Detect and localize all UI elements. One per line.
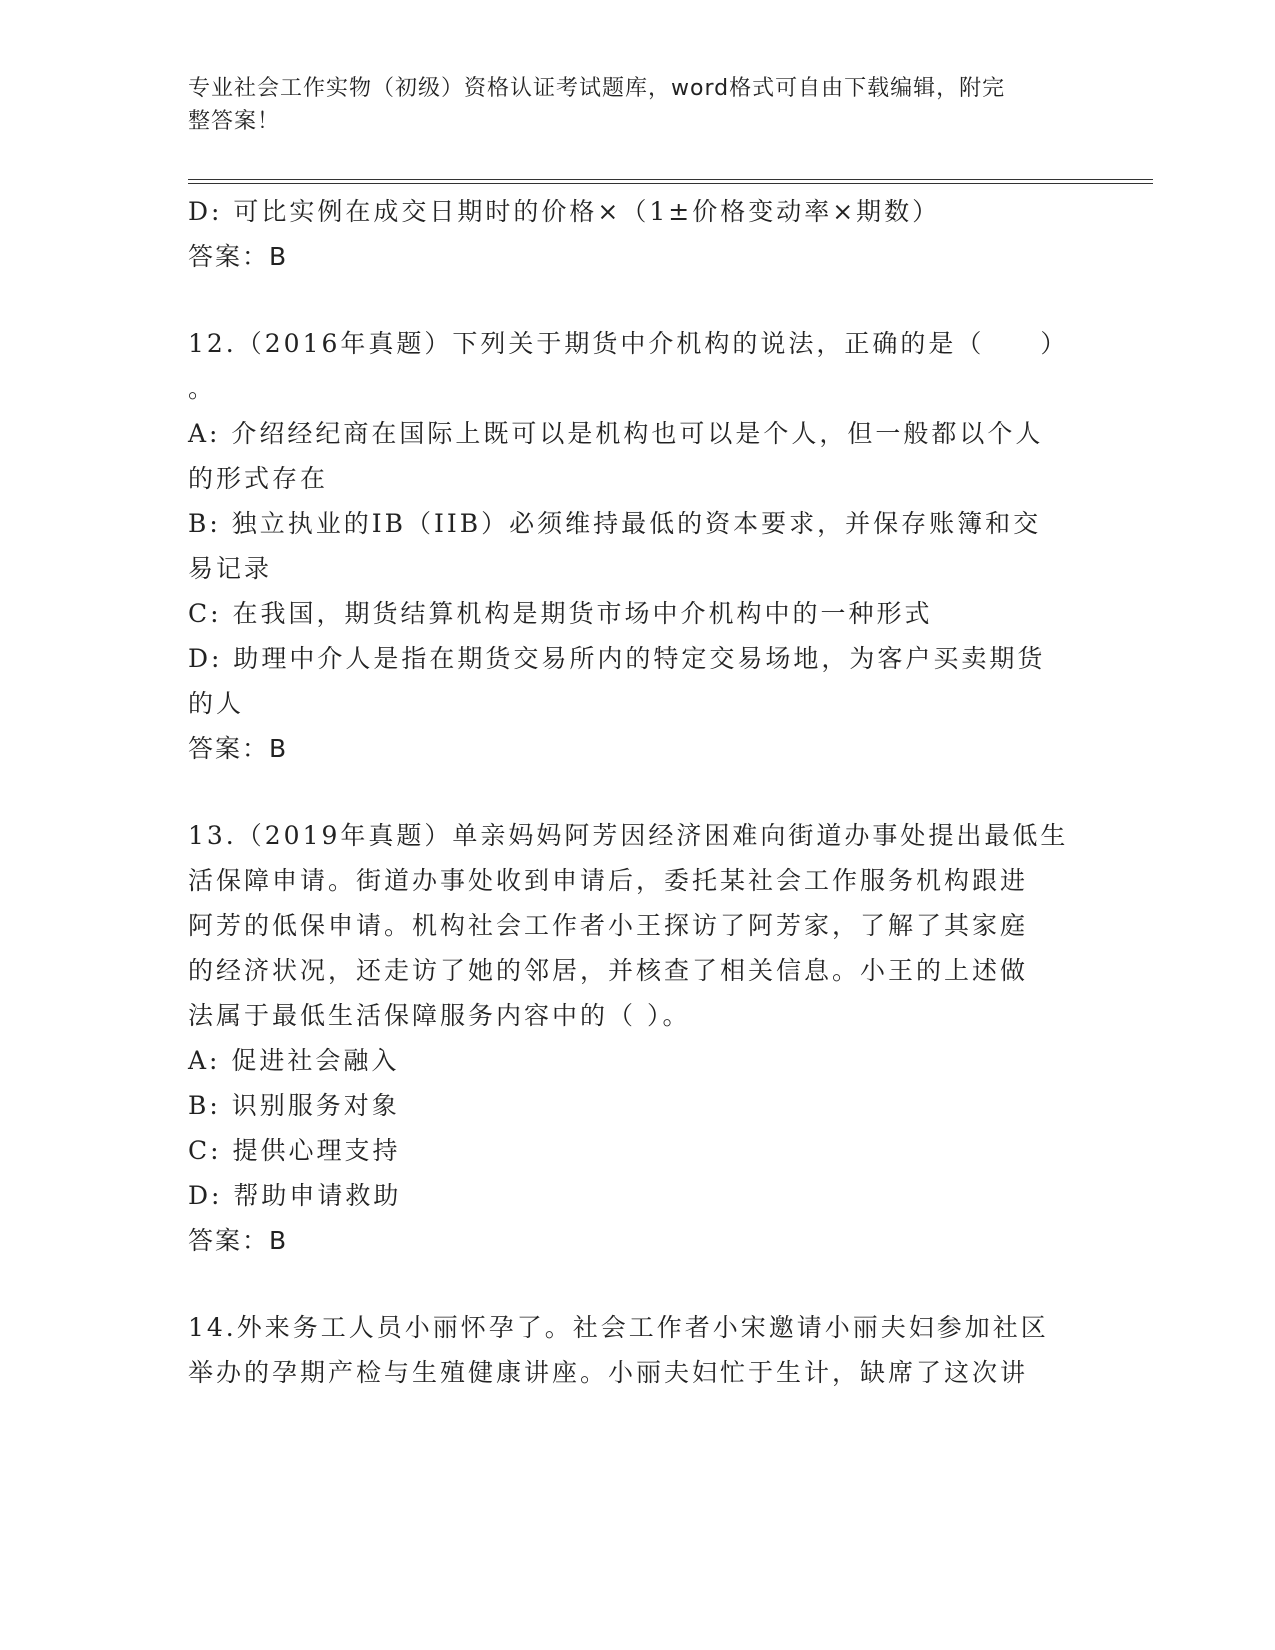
header-line-1: 专业社会工作实物（初级）资格认证考试题库，word格式可自由下载编辑，附完	[188, 76, 1006, 101]
option-b-line: 易记录	[188, 554, 273, 583]
question-stem-line: 法属于最低生活保障服务内容中的（ ）。	[188, 1001, 691, 1030]
option-c-line: C: 提供心理支持	[188, 1136, 401, 1165]
question-stem-line: 。	[188, 374, 217, 403]
question-stem-line: 14.外来务工人员小丽怀孕了。社会工作者小宋邀请小丽夫妇参加社区	[188, 1313, 1049, 1342]
option-d-line: D: 帮助申请救助	[188, 1181, 402, 1210]
question-13	[188, 813, 1088, 1263]
page-content	[188, 189, 1088, 1395]
option-a-line: 的形式存在	[188, 464, 329, 493]
option-c-line: C: 在我国，期货结算机构是期货市场中介机构中的一种形式	[188, 599, 933, 628]
option-b-line: B: 识别服务对象	[188, 1091, 400, 1120]
header-line-2: 整答案！	[188, 109, 281, 134]
question-stem-line: 阿芳的低保申请。机构社会工作者小王探访了阿芳家，了解了其家庭	[188, 911, 1029, 940]
question-14	[188, 1305, 1088, 1395]
question-12	[188, 321, 1088, 771]
question-stem-line: 举办的孕期产检与生殖健康讲座。小丽夫妇忙于生计，缺席了这次讲	[188, 1358, 1029, 1387]
option-a-line: A: 促进社会融入	[188, 1046, 400, 1075]
question-stem-line: 13.（2019年真题）单亲妈妈阿芳因经济困难向街道办事处提出最低生	[188, 821, 1069, 850]
header-rule-bottom	[188, 183, 1153, 184]
question-stem-line: 的经济状况，还走访了她的邻居，并核查了相关信息。小王的上述做	[188, 956, 1029, 985]
option-d-line: D: 助理中介人是指在期货交易所内的特定交易场地，为客户买卖期货	[188, 644, 1046, 673]
header-rule-top	[188, 179, 1153, 180]
question-stem-line: 12.（2016年真题）下列关于期货中介机构的说法，正确的是（ ）	[188, 329, 1069, 358]
prev-question-option-d: D: 可比实例在成交日期时的价格×（1±价格变动率×期数）	[188, 197, 941, 226]
option-b-line: B: 独立执业的IB（IIB）必须维持最低的资本要求，并保存账簿和交	[188, 509, 1042, 538]
question-answer: 答案：B	[188, 734, 289, 763]
option-d-line: 的人	[188, 689, 245, 718]
question-stem-line: 活保障申请。街道办事处收到申请后，委托某社会工作服务机构跟进	[188, 866, 1029, 895]
prev-question-answer: 答案：B	[188, 242, 289, 271]
document-header	[188, 72, 1068, 138]
option-a-line: A: 介绍经纪商在国际上既可以是机构也可以是个人，但一般都以个人	[188, 419, 1044, 448]
question-answer: 答案：B	[188, 1226, 289, 1255]
